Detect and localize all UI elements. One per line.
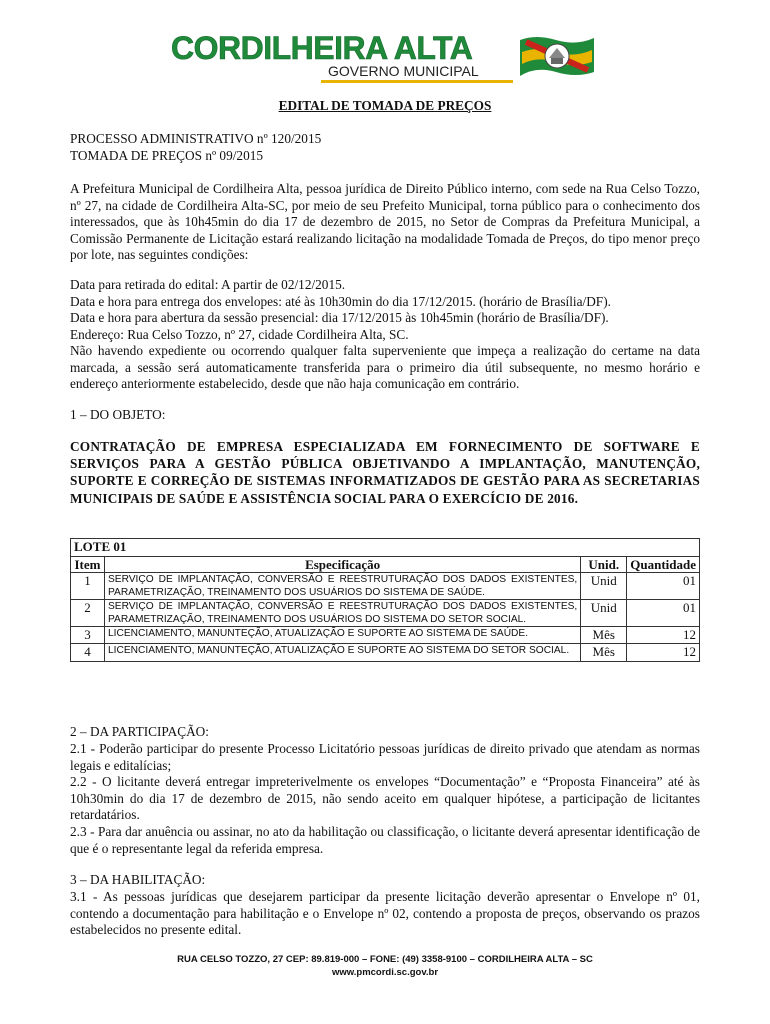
row-spec: SERVIÇO DE IMPLANTAÇÃO, CONVERSÃO E REESTRUTURAÇÃO DOS DADOS EXISTENTES, PARAMETRIZAÇÃO, TREINAMENTO DOS USUÁRIOS DO SISTEMA DE SAÚDE. — [105, 572, 581, 599]
logo-subtitle: GOVERNO MUNICIPAL — [328, 63, 479, 79]
row-qty: 01 — [627, 572, 700, 599]
row-item: 3 — [71, 626, 105, 644]
table-row — [71, 599, 700, 626]
clause-2-3: 2.3 - Para dar anuência ou assinar, no ato da habilitação ou classificação, o licitante deverá apresentar identificação de que é o representante legal da referida empresa. — [70, 823, 700, 856]
row-unit: Unid — [581, 599, 627, 626]
section-3-title: 3 – DA HABILITAÇÃO: — [70, 872, 206, 887]
row-qty: 12 — [627, 626, 700, 644]
page-title: EDITAL DE TOMADA DE PREÇOS — [278, 98, 492, 113]
section-2-body — [70, 741, 700, 857]
lote-title: LOTE 01 — [71, 539, 700, 557]
address-line: Endereço: Rua Celso Tozzo, nº 27, cidade Cordilheira Alta, SC. — [70, 326, 409, 342]
footer-address: RUA CELSO TOZZO, 27 CEP: 89.819-000 – FONE: (49) 3358-9100 – CORDILHEIRA ALTA – SC — [177, 954, 593, 965]
no-expediente-paragraph: Não havendo expediente ou ocorrendo qualquer falta superveniente que impeça a realização do certame na data marcada, a sessão será automaticamente transferida para o primeiro dia útil subsequente, no mesmo horário e endereço anteriormente estabelecido, desde que não haja comunicação em contrário. — [70, 343, 700, 392]
row-spec: LICENCIAMENTO, MANUNTEÇÃO, ATUALIZAÇÃO E SUPORTE AO SISTEMA DE SAÚDE. — [105, 626, 581, 644]
footer-website: www.pmcordi.sc.gov.br — [331, 967, 439, 978]
date-abertura: Data e hora para abertura da sessão presencial: dia 17/12/2015 às 10h45min (horário de Brasília/DF). — [70, 310, 609, 326]
row-unit: Unid — [581, 572, 627, 599]
section-1-title: 1 – DO OBJETO: — [70, 407, 166, 422]
lote-table — [70, 538, 700, 662]
date-retirada: Data para retirada do edital: A partir de 02/12/2015. — [70, 277, 346, 292]
table-row — [71, 572, 700, 599]
row-spec: LICENCIAMENTO, MANUNTEÇÃO, ATUALIZAÇÃO E SUPORTE AO SISTEMA DO SETOR SOCIAL. — [105, 644, 581, 662]
logo-underline — [321, 80, 513, 83]
object-text: CONTRATAÇÃO DE EMPRESA ESPECIALIZADA EM FORNECIMENTO DE SOFTWARE E SERVIÇOS PARA A GESTÃO PÚBLICA OBJETIVANDO A IMPLANTAÇÃO, MANUTENÇÃO, SUPORTE E CORREÇÃO DE SISTEMAS INFORMATIZADOS DE GESTÃO PARA AS SECRETARIAS MUNICIPAIS DE SAÚDE E ASSISTÊNCIA SOCIAL PARA O EXERCÍCIO DE 2016. — [70, 439, 700, 506]
row-unit: Mês — [581, 644, 627, 662]
col-header-spec: Especificação — [105, 556, 581, 572]
dates-list — [70, 277, 700, 343]
row-spec: SERVIÇO DE IMPLANTAÇÃO, CONVERSÃO E REESTRUTURAÇÃO DOS DADOS EXISTENTES, PARAMETRIZAÇÃO, TREINAMENTO DOS USUÁRIOS DO SISTEMA DO SETOR SOCIAL. — [105, 599, 581, 626]
col-header-unit: Unid. — [581, 556, 627, 572]
clause-2-2: 2.2 - O licitante deverá entregar impreterivelmente os envelopes “Documentação” e “Proposta Financeira” até às 10h30min do dia 17 de dezembro de 2015, não sendo aceito em qualquer hipótese, a participação de licitantes retardatários. — [70, 774, 700, 823]
table-row — [71, 644, 700, 662]
row-item: 1 — [71, 572, 105, 599]
col-header-item: Item — [71, 556, 105, 572]
clause-3-1: 3.1 - As pessoas jurídicas que desejarem participar da presente licitação deverão apresentar o Envelope nº 01, contendo a documentação para habilitação e o Envelope nº 02, contendo a proposta de preços, observando os prazos estabelecidos no presente edital. — [70, 889, 700, 938]
clause-2-1: 2.1 - Poderão participar do presente Processo Licitatório pessoas jurídicas de direito privado que atendam as normas legais e editalícias; — [70, 741, 700, 773]
row-qty: 01 — [627, 599, 700, 626]
process-info — [70, 131, 700, 164]
row-qty: 12 — [627, 644, 700, 662]
logo-name: CORDILHEIRA ALTA — [171, 30, 473, 66]
row-item: 2 — [71, 599, 105, 626]
col-header-qty: Quantidade — [627, 556, 700, 572]
intro-paragraph: A Prefeitura Municipal de Cordilheira Alta, pessoa jurídica de Direito Público interno, com sede na Rua Celso Tozzo, nº 27, na cidade de Cordilheira Alta-SC, por meio de seu Prefeito Municipal, torna público para o conhecimento dos interessados, que às 10h45min do dia 17 de dezembro de 2015, no Setor de Compras da Prefeitura Municipal, a Comissão Permanente de Licitação estará realizando licitação na modalidade Tomada de Preços, do tipo menor preço por lote, nas seguintes condições: — [70, 181, 700, 263]
process-number: PROCESSO ADMINISTRATIVO nº 120/2015 — [70, 131, 322, 146]
section-3-body — [70, 889, 700, 939]
tomada-number: TOMADA DE PREÇOS nº 09/2015 — [70, 147, 264, 163]
date-entrega: Data e hora para entrega dos envelopes: até às 10h30min do dia 17/12/2015. (horário de Brasília/DF). — [70, 293, 611, 309]
row-unit: Mês — [581, 626, 627, 644]
section-2-title: 2 – DA PARTICIPAÇÃO: — [70, 724, 209, 739]
municipal-flag-icon — [516, 32, 598, 82]
row-item: 4 — [71, 644, 105, 662]
municipal-logo — [171, 28, 515, 88]
table-row — [71, 626, 700, 644]
